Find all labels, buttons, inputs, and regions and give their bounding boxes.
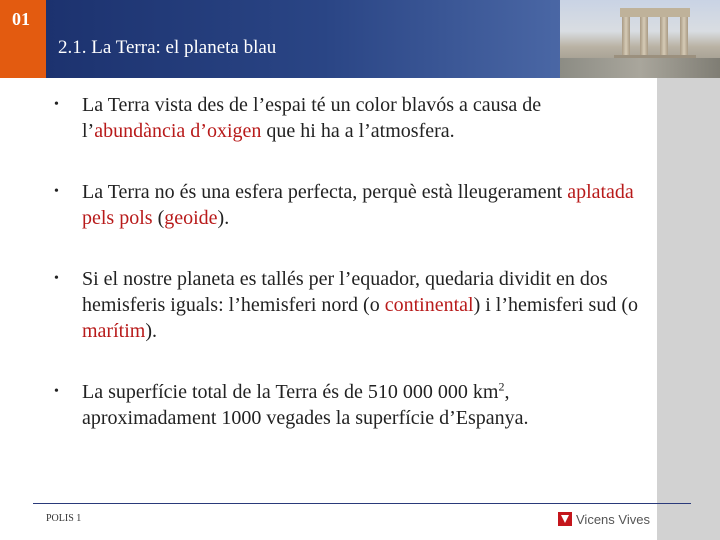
- bullet-marker: •: [54, 184, 59, 199]
- slide-title: 2.1. La Terra: el planeta blau: [58, 37, 277, 58]
- header-photo: [560, 0, 720, 78]
- slide-number: 01: [12, 9, 30, 29]
- bullet-item: [52, 379, 642, 431]
- footer-label: POLIS 1: [46, 513, 82, 524]
- bullet-marker: •: [54, 384, 59, 399]
- bullet-item: [52, 92, 642, 144]
- bullet-item: [52, 179, 642, 231]
- temple-illustration: [620, 8, 690, 63]
- publisher-logo: [558, 509, 650, 529]
- right-sidebar: [657, 78, 720, 540]
- bullet-text: La superfície total de la Terra és de 510 000 000 $km^2$, aproximadament 1000 vegades la superfície d’Espanya.: [82, 379, 529, 429]
- bullet-text: La Terra no és una esfera perfecta, perquè està lleugerament aplatada pels pols (geoide).: [82, 181, 634, 229]
- bullet-text: Si el nostre planeta es tallés per l’equador, quedaria dividit en dos hemisferis iguals: l’hemisferi nord (o continental) i l’hemisferi sud (o marítim).: [82, 268, 638, 342]
- vicens-vives-logo-icon: [558, 512, 572, 526]
- logo-text: Vicens Vives: [576, 511, 650, 527]
- bullet-item: [52, 266, 642, 344]
- bullet-marker: •: [54, 271, 59, 286]
- bullet-marker: •: [54, 97, 59, 112]
- slide-number-badge: [0, 0, 46, 78]
- bullet-text: La Terra vista des de l’espai té un color blavós a causa de l’abundància d’oxigen que hi ha a l’atmosfera.: [82, 94, 542, 142]
- bullet-list: [52, 92, 642, 431]
- footer-divider: [33, 503, 691, 504]
